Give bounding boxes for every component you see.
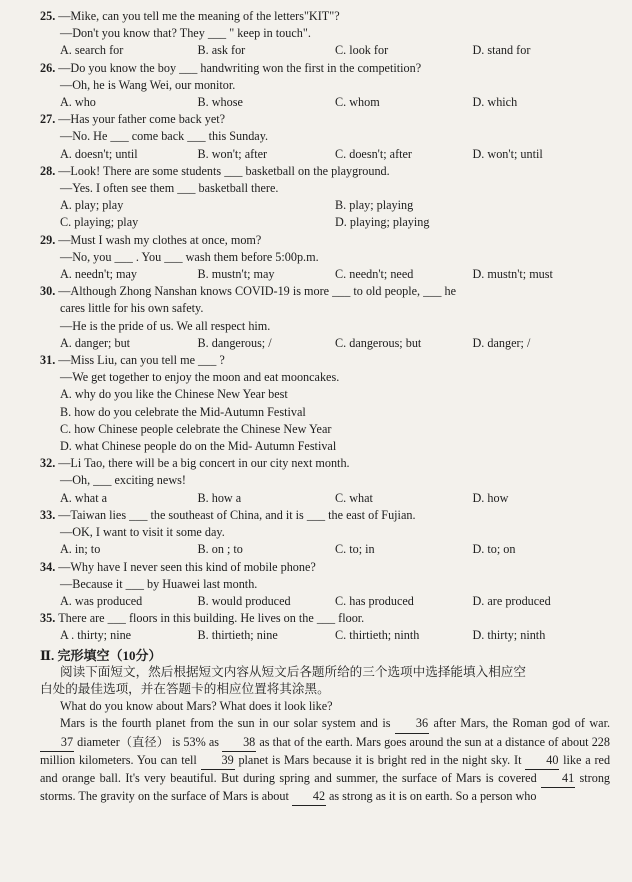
question-text: —Li Tao, there will be a big concert in our city next month. bbox=[58, 456, 350, 471]
question-item bbox=[40, 283, 610, 352]
answer-option[interactable]: D. are produced bbox=[472, 593, 551, 608]
question-text: —Miss Liu, can you tell me ___ ? bbox=[58, 353, 225, 368]
answer-option[interactable]: B. whose bbox=[197, 95, 243, 110]
answer-option[interactable]: C. look for bbox=[335, 43, 389, 58]
question-item bbox=[40, 8, 610, 60]
answer-option[interactable]: D. how bbox=[472, 490, 509, 505]
answer-option[interactable]: A. needn't; may bbox=[60, 267, 137, 282]
question-number: 28. bbox=[40, 163, 56, 178]
answer-option[interactable]: B. how do you celebrate the Mid-Autumn Festival bbox=[60, 404, 306, 419]
answer-option[interactable]: D. to; on bbox=[472, 542, 516, 557]
question-number: 31. bbox=[40, 353, 56, 368]
section-title: Ⅱ. 完形填空（10分） bbox=[40, 647, 162, 663]
question-item bbox=[40, 507, 610, 559]
question-stem bbox=[40, 352, 610, 369]
question-text: —Has your father come back yet? bbox=[58, 112, 226, 127]
question-stem bbox=[40, 283, 610, 300]
passage-text: Mars is the fourth planet from the sun in our solar system and is bbox=[60, 716, 391, 731]
answer-options bbox=[40, 490, 610, 507]
answer-option[interactable]: C. thirtieth; ninth bbox=[335, 628, 420, 643]
answer-option[interactable]: A. who bbox=[60, 95, 96, 110]
answer-options bbox=[40, 94, 610, 111]
answer-option[interactable]: B. won't; after bbox=[197, 146, 268, 161]
answer-option[interactable]: B. ask for bbox=[197, 43, 246, 58]
cloze-blank-38[interactable]: 38 bbox=[222, 734, 256, 752]
question-stem bbox=[40, 60, 610, 77]
instruction-line-1: 阅读下面短文，然后根据短文内容从短文后各题所给的三个选项中选择能填入相应空 bbox=[60, 664, 526, 679]
passage-text: like a red and orange ball. It's very beautiful. But during spring and summer, the surface of Mars is covered bbox=[40, 752, 611, 785]
question-response-line: —Yes. I often see them ___ basketball there. bbox=[60, 181, 279, 196]
cloze-blank-36[interactable]: 36 bbox=[395, 715, 429, 733]
answer-option[interactable]: A. search for bbox=[60, 43, 124, 58]
question-text: —Although Zhong Nanshan knows COVID-19 is more ___ to old people, ___ he bbox=[58, 284, 456, 299]
answer-option[interactable]: C. needn't; need bbox=[335, 267, 414, 282]
answer-option[interactable]: B. thirtieth; nine bbox=[197, 628, 278, 643]
question-item bbox=[40, 111, 610, 163]
answer-option[interactable]: A. in; to bbox=[60, 542, 101, 557]
question-number: 30. bbox=[40, 284, 56, 299]
passage-text: after Mars, the Roman god of war. bbox=[433, 716, 611, 731]
answer-option[interactable]: D. won't; until bbox=[472, 146, 543, 161]
answer-option[interactable]: A . thirty; nine bbox=[60, 628, 132, 643]
answer-option[interactable]: D. which bbox=[472, 95, 518, 110]
question-response-line: cares little for his own safety. bbox=[60, 301, 204, 316]
question-response-line: —We get together to enjoy the moon and eat mooncakes. bbox=[60, 370, 340, 385]
question-item bbox=[40, 232, 610, 284]
question-response-line: —Oh, he is Wang Wei, our monitor. bbox=[60, 77, 236, 92]
answer-option[interactable]: D. mustn't; must bbox=[472, 267, 553, 282]
answer-option[interactable]: D. playing; playing bbox=[335, 215, 430, 230]
question-stem bbox=[40, 455, 610, 472]
answer-option[interactable]: C. how Chinese people celebrate the Chinese New Year bbox=[60, 421, 332, 436]
question-number: 32. bbox=[40, 456, 56, 471]
answer-option[interactable]: D. stand for bbox=[472, 43, 531, 58]
answer-options bbox=[40, 146, 610, 163]
answer-option[interactable]: C. what bbox=[335, 490, 373, 505]
question-response-line: —He is the pride of us. We all respect him. bbox=[60, 318, 271, 333]
question-response-line: —No. He ___ come back ___ this Sunday. bbox=[60, 129, 269, 144]
question-item bbox=[40, 455, 610, 507]
cloze-blank-40[interactable]: 40 bbox=[525, 752, 559, 770]
passage-intro: What do you know about Mars? What does it look like? bbox=[60, 699, 333, 714]
question-stem bbox=[40, 8, 610, 25]
answer-option[interactable]: A. was produced bbox=[60, 593, 143, 608]
cloze-blank-41[interactable]: 41 bbox=[541, 770, 575, 788]
answer-options bbox=[40, 335, 610, 352]
question-item bbox=[40, 60, 610, 112]
answer-option[interactable]: B. would produced bbox=[197, 593, 291, 608]
question-response-line: —OK, I want to visit it some day. bbox=[60, 525, 225, 540]
question-item bbox=[40, 559, 610, 611]
question-text: —Why have I never seen this kind of mobile phone? bbox=[58, 559, 316, 574]
question-response-line: —No, you ___ . You ___ wash them before 5:00p.m. bbox=[60, 249, 319, 264]
question-stem bbox=[40, 163, 610, 180]
question-stem bbox=[40, 559, 610, 576]
question-text: —Do you know the boy ___ handwriting won the first in the competition? bbox=[58, 60, 422, 75]
answer-option[interactable]: D. what Chinese people do on the Mid- Autumn Festival bbox=[60, 439, 337, 454]
question-number: 27. bbox=[40, 112, 56, 127]
question-item bbox=[40, 610, 610, 644]
question-list bbox=[40, 8, 610, 645]
answer-option[interactable]: D. thirty; ninth bbox=[472, 628, 546, 643]
passage-text: as strong as it is on earth. So a person who bbox=[328, 789, 537, 804]
question-number: 29. bbox=[40, 232, 56, 247]
answer-options bbox=[40, 593, 610, 610]
answer-option[interactable]: A. danger; but bbox=[60, 335, 131, 350]
question-text: —Mike, can you tell me the meaning of the letters"KIT"? bbox=[58, 9, 340, 23]
cloze-blank-42[interactable]: 42 bbox=[292, 788, 326, 806]
question-response-line: —Because it ___ by Huawei last month. bbox=[60, 576, 258, 591]
question-response-line: —Don't you know that? They ___ " keep in touch". bbox=[60, 26, 311, 41]
question-item bbox=[40, 163, 610, 232]
answer-option[interactable]: A. doesn't; until bbox=[60, 146, 138, 161]
question-response-line: —Oh, ___ exciting news! bbox=[60, 473, 186, 488]
answer-options bbox=[40, 627, 610, 644]
question-number: 25. bbox=[40, 9, 56, 23]
passage-text: diameter（直径） is 53% as bbox=[77, 734, 220, 749]
section-instruction bbox=[40, 664, 610, 698]
question-stem bbox=[40, 111, 610, 128]
question-number: 26. bbox=[40, 60, 56, 75]
answer-option[interactable]: C. doesn't; after bbox=[335, 146, 412, 161]
question-item bbox=[40, 352, 610, 455]
answer-option[interactable]: A. why do you like the Chinese New Year best bbox=[60, 387, 288, 402]
answer-option[interactable]: C. playing; play bbox=[60, 215, 139, 230]
answer-option[interactable]: C. to; in bbox=[335, 542, 375, 557]
answer-option[interactable]: C. dangerous; but bbox=[335, 335, 422, 350]
cloze-blank-37[interactable]: 37 bbox=[40, 734, 74, 752]
cloze-passage bbox=[40, 698, 610, 806]
question-text: There are ___ floors in this building. He lives on the ___ floor. bbox=[58, 611, 365, 626]
passage-text: strong storms. The gravity on the surface of Mars is about bbox=[40, 770, 611, 804]
passage-paragraph bbox=[40, 715, 610, 806]
answer-option[interactable]: B. how a bbox=[197, 490, 242, 505]
question-number: 34. bbox=[40, 559, 56, 574]
question-text: —Look! There are some students ___ basketball on the playground. bbox=[58, 163, 390, 178]
answer-options bbox=[40, 42, 610, 59]
question-stem bbox=[40, 507, 610, 524]
answer-option[interactable]: B. dangerous; / bbox=[197, 335, 272, 350]
answer-option[interactable]: A. what a bbox=[60, 490, 108, 505]
answer-options bbox=[40, 386, 610, 455]
answer-option[interactable]: C. whom bbox=[335, 95, 380, 110]
answer-option[interactable]: B. on ; to bbox=[197, 542, 243, 557]
answer-option[interactable]: B. mustn't; may bbox=[197, 267, 275, 282]
passage-text: as that of the earth. Mars goes around the sun at a distance of about 228 million kilometers. You can tell bbox=[40, 734, 610, 767]
answer-options bbox=[40, 197, 610, 231]
question-number: 35. bbox=[40, 611, 56, 626]
answer-option[interactable]: B. play; playing bbox=[335, 198, 414, 213]
question-number: 33. bbox=[40, 507, 56, 522]
answer-options bbox=[40, 541, 610, 558]
question-text: —Must I wash my clothes at once, mom? bbox=[58, 232, 262, 247]
answer-option[interactable]: A. play; play bbox=[60, 198, 124, 213]
cloze-blank-39[interactable]: 39 bbox=[201, 752, 235, 770]
instruction-line-2: 白处的最佳选项，并在答题卡的相应位置将其涂黑。 bbox=[40, 681, 330, 696]
answer-option[interactable]: D. danger; / bbox=[472, 335, 531, 350]
answer-options bbox=[40, 266, 610, 283]
answer-option[interactable]: C. has produced bbox=[335, 593, 414, 608]
question-stem bbox=[40, 610, 610, 627]
passage-text: planet is Mars because it is bright red in the night sky. It bbox=[238, 752, 522, 767]
question-text: —Taiwan lies ___ the southeast of China, and it is ___ the east of Fujian. bbox=[58, 507, 416, 522]
question-stem bbox=[40, 232, 610, 249]
